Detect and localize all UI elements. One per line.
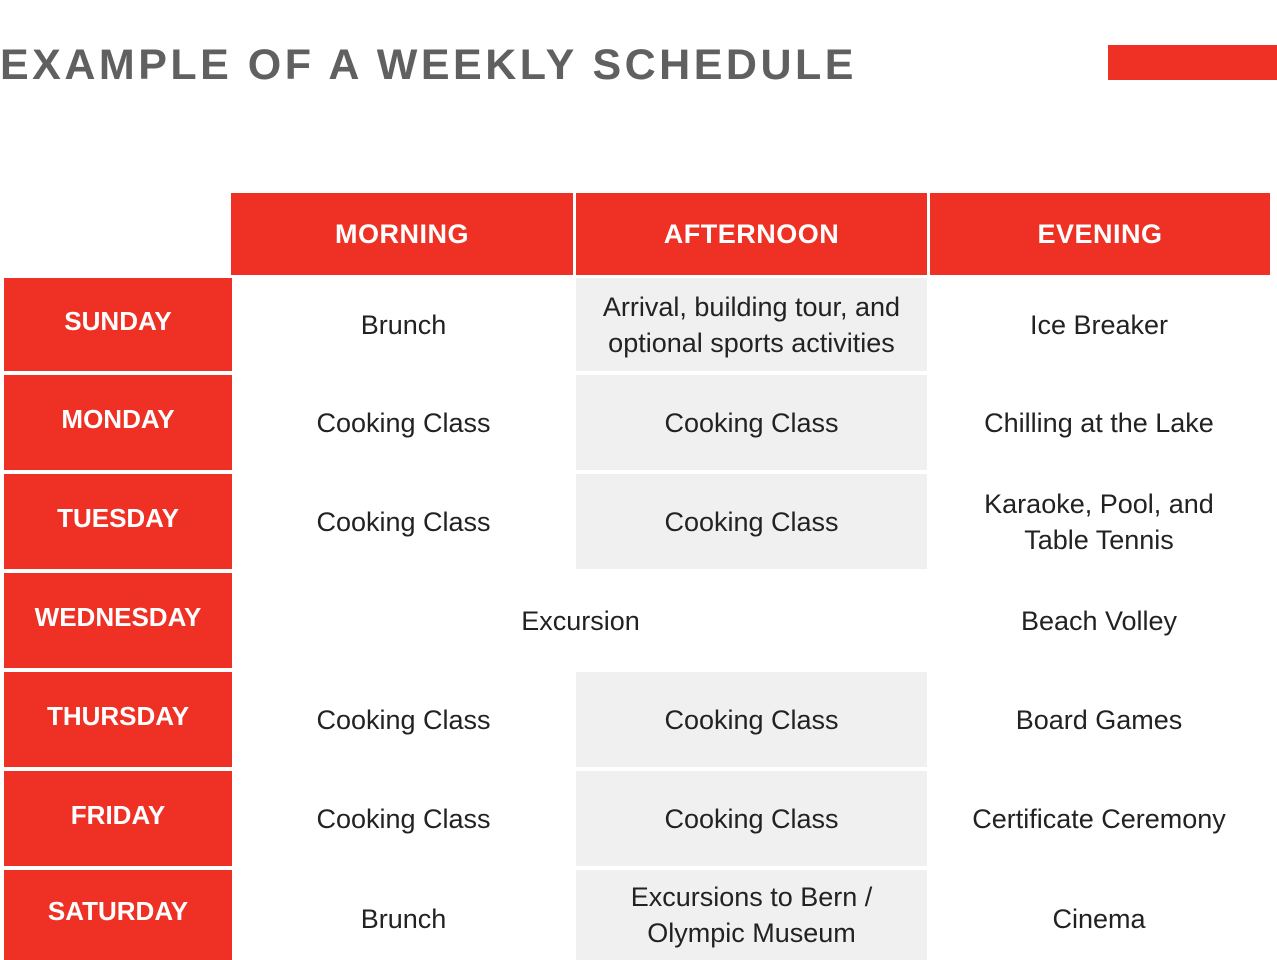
cell-thursday-afternoon: Cooking Class xyxy=(576,672,927,767)
cell-friday-morning: Cooking Class xyxy=(234,771,573,866)
header-afternoon: AFTERNOON xyxy=(576,193,927,275)
header-evening: EVENING xyxy=(930,193,1270,275)
day-thursday: THURSDAY xyxy=(4,672,232,767)
cell-sunday-evening: Ice Breaker xyxy=(930,278,1268,371)
day-monday: MONDAY xyxy=(4,375,232,470)
cell-friday-afternoon: Cooking Class xyxy=(576,771,927,866)
day-tuesday: TUESDAY xyxy=(4,474,232,569)
cell-thursday-evening: Board Games xyxy=(930,672,1268,767)
header-morning: MORNING xyxy=(231,193,573,275)
cell-monday-morning: Cooking Class xyxy=(234,375,573,470)
cell-sunday-morning: Brunch xyxy=(234,278,573,371)
cell-tuesday-evening: Karaoke, Pool, and Table Tennis xyxy=(930,474,1268,569)
cell-tuesday-afternoon: Cooking Class xyxy=(576,474,927,569)
cell-thursday-morning: Cooking Class xyxy=(234,672,573,767)
cell-monday-afternoon: Cooking Class xyxy=(576,375,927,470)
cell-saturday-evening: Cinema xyxy=(930,870,1268,960)
cell-sunday-afternoon: Arrival, building tour, and optional sports activities xyxy=(576,278,927,371)
cell-saturday-afternoon: Excursions to Bern / Olympic Museum xyxy=(576,870,927,960)
cell-monday-evening: Chilling at the Lake xyxy=(930,375,1268,470)
day-friday: FRIDAY xyxy=(4,771,232,866)
day-saturday: SATURDAY xyxy=(4,870,232,960)
page-title: EXAMPLE OF A WEEKLY SCHEDULE xyxy=(0,41,857,89)
cell-tuesday-morning: Cooking Class xyxy=(234,474,573,569)
cell-saturday-morning: Brunch xyxy=(234,870,573,960)
cell-wednesday-morning-afternoon: Excursion xyxy=(234,573,927,668)
cell-friday-evening: Certificate Ceremony xyxy=(930,771,1268,866)
cell-wednesday-evening: Beach Volley xyxy=(930,573,1268,668)
day-sunday: SUNDAY xyxy=(4,278,232,371)
day-wednesday: WEDNESDAY xyxy=(4,573,232,668)
accent-bar xyxy=(1108,45,1277,80)
